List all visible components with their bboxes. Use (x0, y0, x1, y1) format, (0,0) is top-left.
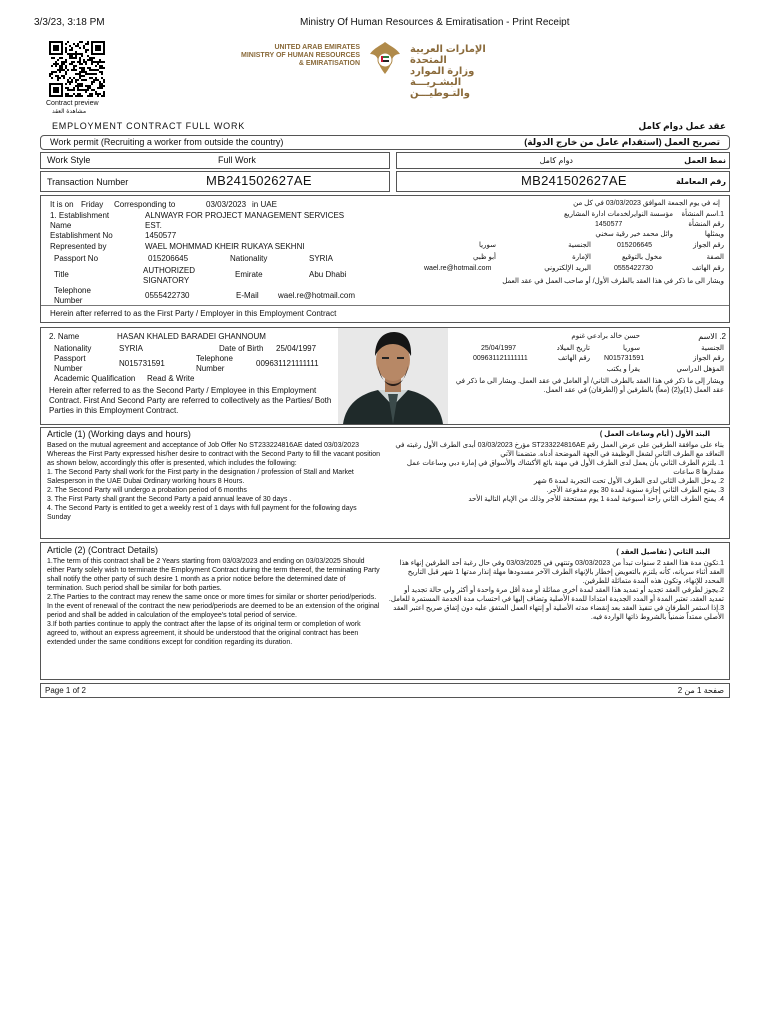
academic-value: Read & Write (147, 374, 195, 383)
ar-phone: 0555422730 (614, 265, 653, 272)
print-page-title: Ministry Of Human Resources & Emiratisation - Print Receipt (300, 17, 570, 28)
telephone-value: 0555422730 (145, 291, 190, 300)
ar-emirate: أبو ظبي (473, 254, 496, 261)
article-1-body-ar: بناء على موافقة الطرفين على عرض العمل رقم ST233224816AE مؤرخ 03/03/2023 أبدى الطرف الأول رغبته في التعاقد مع الطرف الثاني لشغل الوظيفة في الجهة الموضحة أدناه. متضمنا الآتي 1. يلتزم الطرف الثاني بأن يعمل لدى الطرف الأول في مهنة بائع الأكشاك والأسواق في إمارة دبي وساعات عمل مقدارها 8 ساعات 2. يدخل الطرف الثاني لدى الطرف الأول تحت التجربة لمدة 6 شهر 3. يمنح الطرف الثاني إجازة سنوية لمدة 30 يوم مدفوعة الأجر. 4. يمنح الطرف الثاني راحة أسبوعية لمدة 1 يوم مستحقة للأجر وذلك من الإيام التالية الأحد (395, 442, 724, 503)
ministry-name-ar: الإمارات العربية المتحدة وزارة الموارد البشـريـــة والتـوطيـــن (410, 44, 486, 99)
ar-employee-name: حسن خالد برادعي غنوم (571, 333, 640, 340)
transaction-label-en: Transaction Number (47, 177, 129, 187)
employee-passport: N015731591 (119, 359, 165, 368)
ar-passport-label: رقم الجواز (693, 242, 724, 249)
employee-telephone-label: Telephone Number (196, 354, 233, 373)
ar-emirate-label: الإمارة (572, 254, 591, 261)
ar-est-no: 1450577 (595, 221, 623, 228)
employee-photo (338, 328, 448, 424)
article-1-title-ar: البند الأول ( أيام وساعات العمل ) (599, 431, 710, 438)
ar-rep-name: وائل محمد خير رقية سخني (595, 231, 673, 238)
ar-academic: يقرأ و يكتب (606, 366, 640, 373)
employee-passport-label: Passport Number (54, 354, 86, 373)
transaction-label-ar: رقم المعاملة (675, 177, 726, 186)
work-style-box-en (40, 152, 390, 169)
establishment-name: ALNWAYR FOR PROJECT MANAGEMENT SERVICES EST. (145, 211, 345, 230)
page-number-ar: صفحة 1 من 2 (677, 686, 724, 695)
corresponding-label: Corresponding to (114, 200, 176, 209)
employee-dob-label: Date of Birth (219, 344, 264, 353)
ar-nationality-label: الجنسية (568, 242, 591, 249)
ar-employee-nationality: سوريا (623, 345, 640, 352)
establishment-no-label: Establishment No (50, 231, 113, 240)
represented-label: Represented by (50, 242, 107, 251)
page-number-en: Page 1 of 2 (45, 686, 86, 695)
ar-employee-dob: 25/04/1997 (481, 345, 517, 352)
ar-title-value: مخول بالتوقيع (621, 254, 662, 261)
page-footer (40, 683, 730, 698)
passport-label: Passport No (54, 254, 99, 263)
title-label: Title (54, 270, 69, 279)
employee-nationality: SYRIA (119, 344, 144, 353)
title-value: AUTHORIZED SIGNATORY (143, 266, 195, 285)
nationality-label: Nationality (230, 254, 268, 263)
ar-email: wael.re@hotmail.com (424, 265, 492, 272)
ministry-name-en: UNITED ARAB EMIRATES MINISTRY OF HUMAN RESOURCES & EMIRATISATION (240, 44, 360, 67)
represented-by: WAEL MOHMMAD KHEIR RUKAYA SEKHNI (145, 242, 305, 251)
ar-passport-no: 015206645 (617, 242, 653, 249)
day-value: Friday (81, 200, 104, 209)
transaction-number-ar: MB241502627AE (521, 173, 627, 188)
in-uae-label: in UAE (252, 200, 277, 209)
article-1-body-en: Based on the mutual agreement and acceptance of Job Offer No ST233224816AE dated 03/03/2023 Whereas the First Party expressed his/her desire to contract with the Second Party to fill the vacant position as shown below, accordingly this offer is presented, which includes the following: 1. The Second Party shall work for the First party in the designation / profession of Stall and Market Salesperson in the UAE Dubai Ordinary working hours 8 Hours. 2. The Second Party will undergo a probation period of 6 months 3. The First Party shall grant the Second Party a paid annual leave of 30 days . 4. The Second Party is entitled to get a weekly rest of 1 days with full payment for the following days Sunday (47, 442, 381, 521)
article-2-title-ar: البند الثاني ( تفاصيل العقد ) (616, 549, 710, 556)
qr-code[interactable] (49, 41, 105, 97)
ar-academic-label: المؤهل الدراسي (676, 366, 724, 373)
ar-employee-name-label: 2. الاسم (698, 332, 726, 341)
ar-employee-dob-label: تاريخ الميلاد (556, 345, 590, 352)
ar-employee-phone: 009631121111111 (473, 355, 528, 362)
ar-employee-passport: N015731591 (604, 355, 645, 362)
article-2-title-en: Article (2) (Contract Details) (47, 545, 159, 555)
ar-employee-nationality-label: الجنسية (701, 345, 724, 352)
email-value: wael.re@hotmail.com (278, 291, 356, 300)
work-permit-ar: تصريح العمل (استقدام عامل من خارج الدولة) (524, 137, 720, 147)
ar-title-label: الصفة (706, 254, 724, 261)
email-label: E-Mail (236, 291, 259, 300)
second-party-footer-en: Herein after referred to as the Second Party / Employee in this Employment Contract. First And Second Party are referred to collectively as the Parties/ Both Parties in this Employment Contract. (49, 386, 332, 415)
article-1-title-en: Article (1) (Working days and hours) (47, 429, 191, 439)
qr-caption-ar: مشاهدة العقد (52, 109, 87, 115)
work-style-label-en: Work Style (47, 155, 91, 165)
employee-name: HASAN KHALED BARADEI GHANNOUM (117, 332, 266, 341)
work-style-value-en: Full Work (218, 155, 256, 165)
ar-email-label: البريد الإلكتروني (544, 265, 591, 272)
nationality-value: SYRIA (309, 254, 334, 263)
article-2-body-en: 1.The term of this contract shall be 2 Years starting from 03/03/2023 and ending on 03/03/2025 Should either Party solely wish to terminate the Employment Contract during the term thereof, the terminating Party shall notify the other party of such desire 1 month as a prior notice before the determined date of termination. Such period shall be similar for both parties. 2.The Parties to the contract may renew the same once or more times for similar or shorter period/periods. In the event of renewal of the contract the new period/periods are deemed to be an extension of the original period and shall be added in calculation of the employee's total period of service. 3.If both parties continue to apply the contract after the lapse of its original term or completion of work agreed to, without an express agreement, it should be understood that the original contract has been extended under the same conditions except for condition regarding its duration. (47, 558, 380, 646)
establishment-no: 1450577 (145, 231, 177, 240)
transaction-number-en: MB241502627AE (206, 173, 312, 188)
ar-rep-label: ويمثلها (704, 231, 724, 238)
contract-title-ar: عقد عمل دوام كامل (638, 121, 726, 131)
ar-employee-passport-label: رقم الجواز (693, 355, 724, 362)
print-datetime: 3/3/23, 3:18 PM (34, 17, 105, 28)
work-style-label-ar: نمط العمل (684, 156, 726, 165)
qr-caption-en: Contract preview (46, 100, 99, 107)
ar-date-line: إنه في يوم الجمعة الموافق 03/03/2023 في كل من (573, 200, 720, 207)
ar-est-no-label: رقم المنشأة (688, 221, 724, 228)
ar-nationality: سوريا (479, 242, 496, 249)
date-value: 03/03/2023 (206, 200, 247, 209)
ar-est-label: 1.اسم المنشأة (681, 211, 724, 218)
uae-emblem-icon (366, 38, 404, 78)
employee-nationality-label: Nationality (54, 344, 92, 353)
establishment-label: 1. Establishment Name (50, 211, 110, 230)
ar-employee-phone-label: رقم الهاتف (558, 355, 590, 362)
employee-name-label: 2. Name (49, 332, 80, 341)
article-2-body-ar: 1.تكون مدة هذا العقد 2 سنوات تبدأ من 03/03/2023 وتنتهي في 03/03/2025 وفي حال رغبة أحد الطرفين إنهاء هذا العقد أثناء سريانه، كأنه يلتزم بالتعويض إخطار بالإنهاء الطرف الآخر مسدودها مهلة إنذار مدتها 1 شهر قبل التاريخ المحدد للإنهاء، وتكون هذه المدة متماثلة للطرفين. 2.يجوز لطرفي العقد تجديد أو تمديد هذا العقد لمدة أخرى مماثلة أو مدة أقل مرة واحدة أو أكثر ولي حالة تجديد أو تمديد العقد، تعتبر المدة أو المدد الجديدة امتدادا للمدة الأصلية وتضاف إليها في احتساب مدة الخدمة المستمرة للعامل. 3.إذا استمر الطرفان في تنفيذ العقد بعد إنقضاء مدته الأصلية أو إنتهاء العمل المتفق عليه دون إتفاق صريح اعتبر العقد الأصلي ممتداً ضمنياً بالشروط ذاتها الواردة فيه. (388, 560, 724, 621)
telephone-label: Telephone Number (54, 286, 91, 305)
contract-title-en: EMPLOYMENT CONTRACT FULL WORK (52, 121, 246, 131)
it-is-on-label: It is on (50, 200, 74, 209)
ar-first-party-footer: ويشار الى ما ذكر في هذا العقد بالطرف الأول/ أو صاحب العمل في عقد العمل (502, 278, 724, 285)
ar-est-name: مؤسسة النوايرلخدمات ادارة المشاريع (563, 211, 673, 218)
emirate-value: Abu Dhabi (309, 270, 347, 279)
passport-no: 015206645 (148, 254, 189, 263)
work-permit-en: Work permit (Recruiting a worker from outside the country) (50, 137, 284, 147)
ar-phone-label: رقم الهاتف (692, 265, 724, 272)
work-style-value-ar: دوام كامل (539, 156, 573, 165)
emirate-label: Emirate (235, 270, 263, 279)
academic-label: Academic Qualification (54, 374, 136, 383)
employee-dob: 25/04/1997 (276, 344, 317, 353)
employee-telephone: 009631121111111 (256, 359, 319, 368)
first-party-footer-en: Herein after referred to as the First Party / Employer in this Employment Contract (50, 309, 337, 318)
ar-second-party-footer: ويشار إلى ما ذكر في هذا العقد بالطرف الثاني/ أو العامل في عقد العمل. ويشار الى ما ذكر في عقد العمل (1)و(2) (معاً) بالطرفين أو (الطرفان) في عقد العمل. (455, 378, 724, 394)
